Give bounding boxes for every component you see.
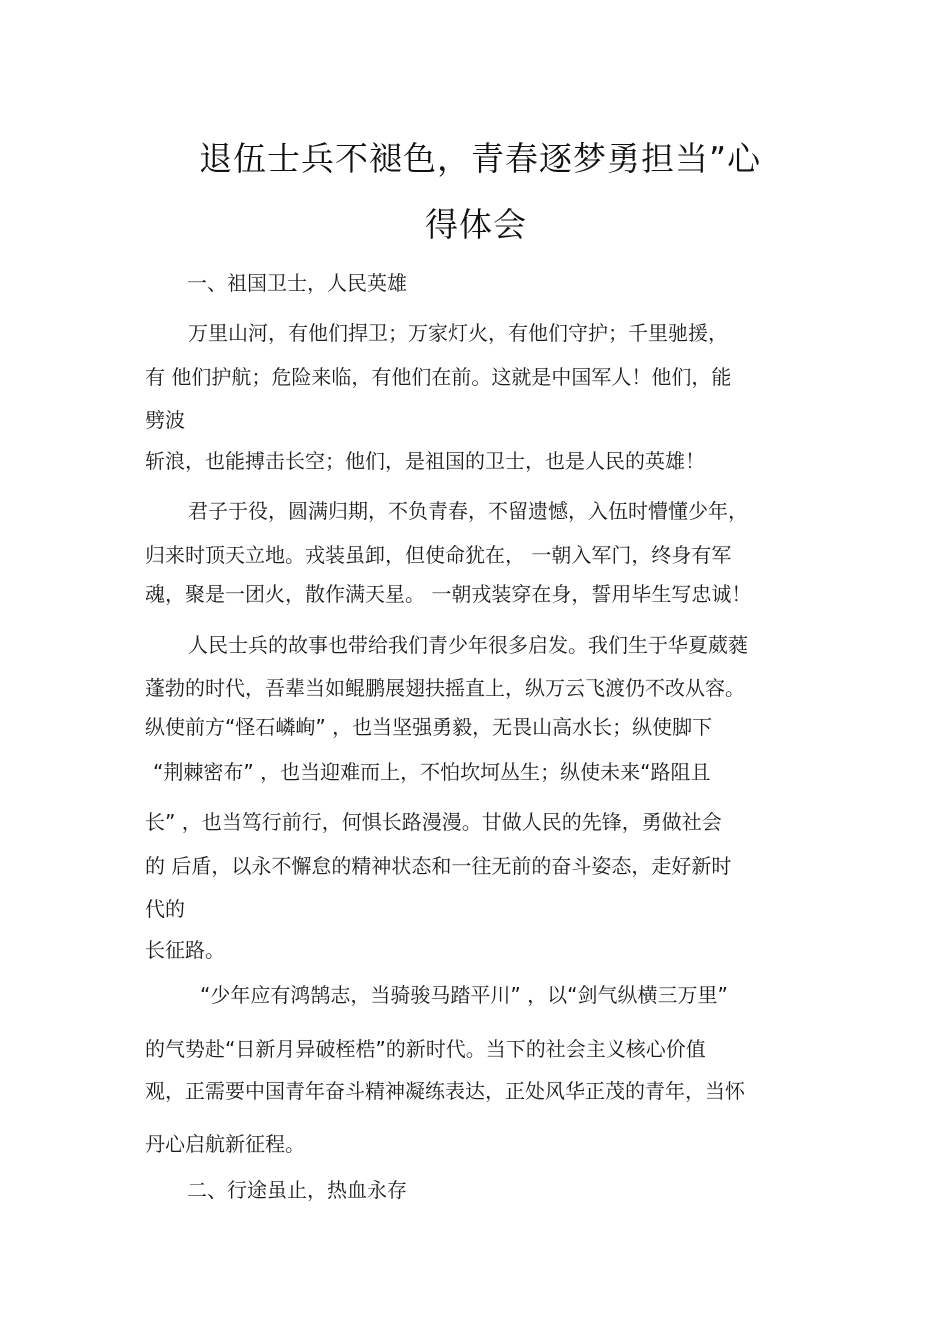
paragraph-2-line: 君子于役，圆满归期，不负青春，不留遗憾，入伍时懵懂少年，	[188, 499, 748, 523]
paragraph-1-line: 斩浪，也能搏击长空；他们，是祖国的卫士，也是人民的英雄！	[145, 449, 705, 473]
paragraph-1-line: 有 他们护航；危险来临，有他们在前。这就是中国军人！他们，能	[145, 365, 732, 389]
paragraph-3-line: 代的	[145, 897, 185, 921]
document-title-line-2: 得体会	[425, 205, 527, 244]
section-heading-1: 一、祖国卫士，人民英雄	[187, 271, 407, 295]
paragraph-3-line: 的 后盾，以永不懈怠的精神状态和一往无前的奋斗姿态，走好新时	[145, 854, 732, 878]
paragraph-3-line: “荆棘密布” ，也当迎难而上，不怕坎坷丛生；纵使未来“路阻且	[153, 760, 711, 784]
paragraph-4-line: 丹心启航新征程。	[145, 1132, 305, 1156]
paragraph-3-line: 蓬勃的时代，吾辈当如鲲鹏展翅扶摇直上，纵万云飞渡仍不改从容。	[145, 676, 745, 700]
section-heading-2: 二、行途虽止，热血永存	[187, 1178, 407, 1202]
paragraph-4-line: 观，正需要中国青年奋斗精神凝练表达，正处风华正茂的青年，当怀	[145, 1079, 745, 1103]
document-title-line-1: 退伍士兵不褪色，青春逐梦勇担当”心	[199, 139, 762, 178]
paragraph-4-line: 的气势赴“日新月异破桎梏”的新时代。当下的社会主义核心价值	[145, 1037, 706, 1061]
paragraph-3-line: 人民士兵的故事也带给我们青少年很多启发。我们生于华夏葳蕤	[188, 633, 748, 657]
paragraph-2-line: 魂，聚是一团火，散作满天星。 一朝戎装穿在身，誓用毕生写忠诚！	[145, 582, 752, 606]
paragraph-1-line: 劈波	[145, 408, 185, 432]
paragraph-2-line: 归来时顶天立地。戎装虽卸，但使命犹在， 一朝入军门，终身有军	[145, 543, 732, 567]
paragraph-3-line: 长征路。	[145, 938, 225, 962]
paragraph-1-line: 万里山河，有他们捍卫；万家灯火，有他们守护；千里驰援，	[188, 321, 728, 345]
paragraph-3-line: 长” ，也当笃行前行，何惧长路漫漫。甘做人民的先锋，勇做社会	[145, 810, 722, 834]
paragraph-4-line: “少年应有鸿鹄志，当骑骏马踏平川” ，以“剑气纵横三万里”	[200, 983, 728, 1007]
paragraph-3-line: 纵使前方“怪石嶙峋” ，也当坚强勇毅，无畏山高水长；纵使脚下	[145, 715, 713, 739]
